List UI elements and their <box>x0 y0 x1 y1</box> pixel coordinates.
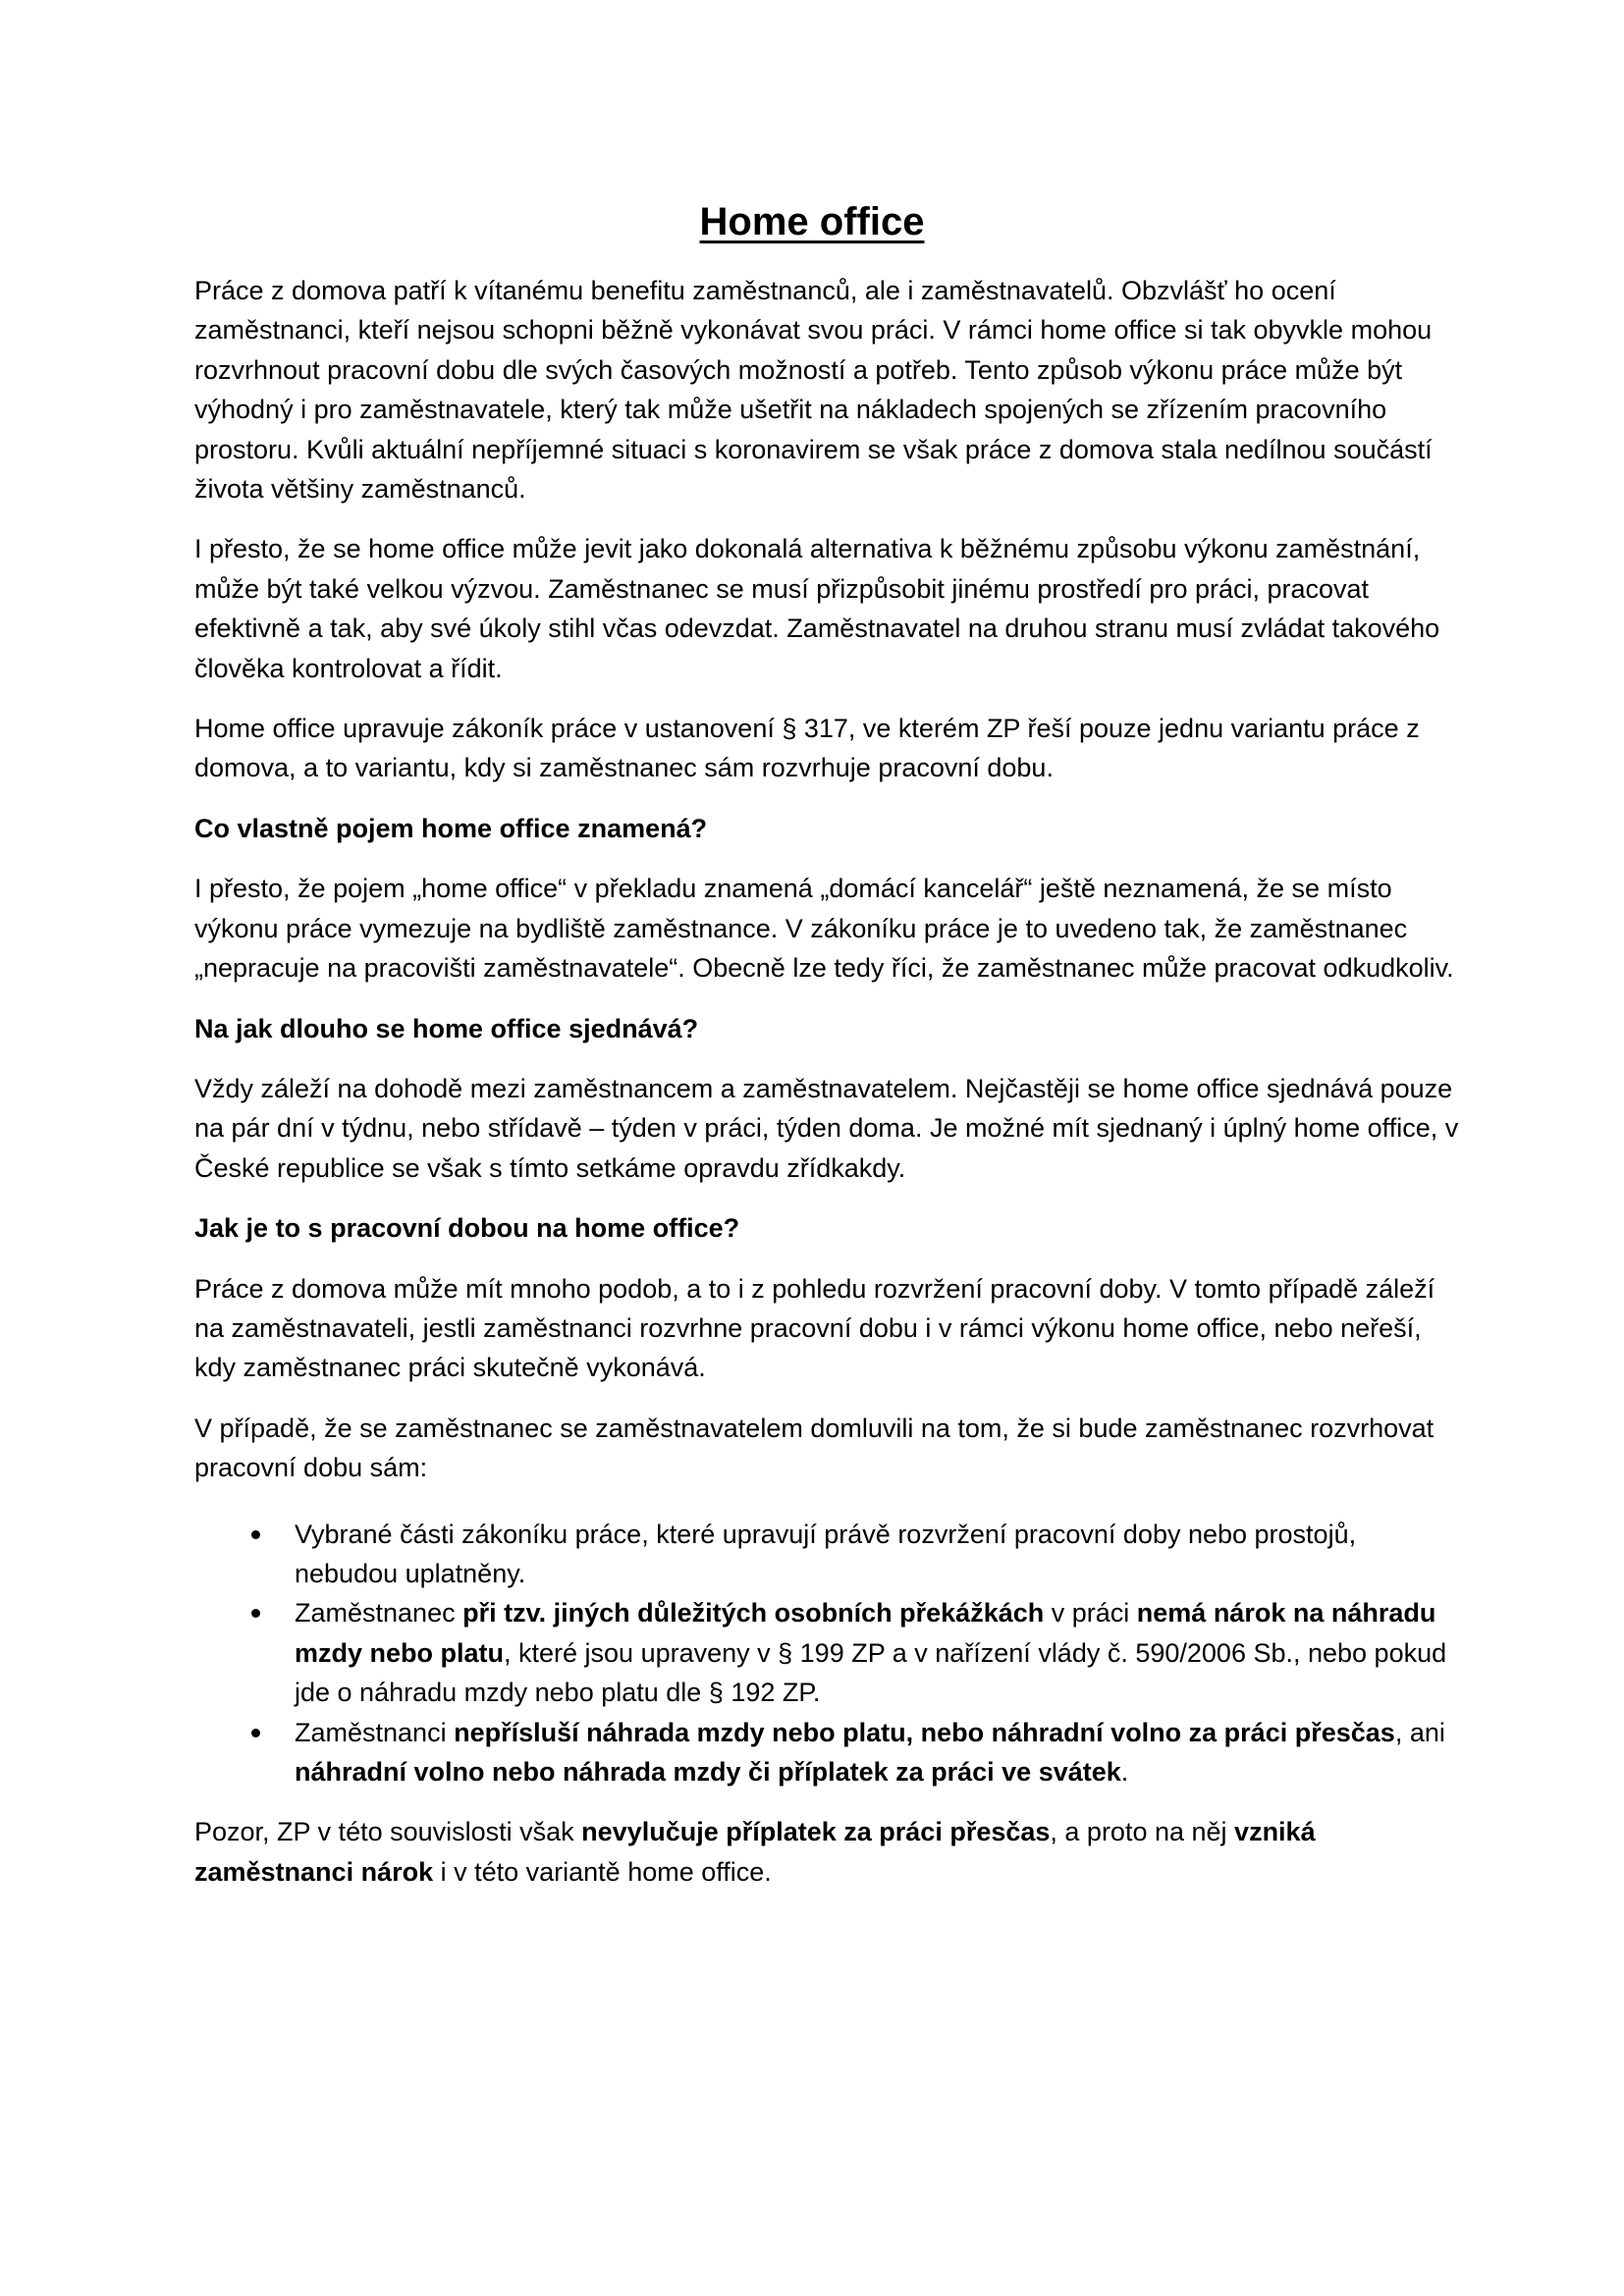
bullet-dot-icon <box>251 1609 260 1618</box>
bullet-1-text: Vybrané části zákoníku práce, které upravují právě rozvržení pracovní doby nebo prostojů, nebudou uplatněny. <box>295 1519 1357 1588</box>
bullet-3-text-a: Zaměstnanci <box>295 1717 455 1747</box>
section-heading-working-time: Jak je to s pracovní dobou na home office? <box>194 1213 740 1244</box>
closing-paragraph <box>194 1812 1461 1892</box>
bullet-2-bold-2: nemá nárok na náhradu mzdy nebo platu <box>295 1598 1436 1668</box>
bullet-dot-icon <box>251 1530 260 1539</box>
closing-text-a: Pozor, ZP v této souvislosti však <box>194 1817 582 1847</box>
closing-text-d: i v této variantě home office. <box>433 1856 772 1887</box>
document-title: Home office <box>699 200 925 243</box>
bullet-2-text-a: Zaměstnanec <box>295 1598 463 1629</box>
bullet-list <box>194 1515 1461 1792</box>
intro-paragraph-3: Home office upravuje zákoník práce v ustanovení § 317, ve kterém ZP řeší pouze jednu variantu práce z domova, a to variantu, kdy si zaměstnanec sám rozvrhuje pracovní dobu. <box>194 714 1420 783</box>
section-text-duration: Vždy záleží na dohodě mezi zaměstnancem a zaměstnavatelem. Nejčastěji se home office sjednává pouze na pár dní v týdnu, nebo střídavě – týden v práci, týden doma. Je možné mít sjednaný i úplný home office, v České republice se však s tímto setkáme opravdu zřídkakdy. <box>194 1073 1459 1183</box>
section-heading-meaning: Co vlastně pojem home office znamená? <box>194 813 708 843</box>
bullet-item-1 <box>194 1515 1461 1594</box>
section-text-working-time: Práce z domova může mít mnoho podob, a to i z pohledu rozvržení pracovní doby. V tomto případě záleží na zaměstnavateli, jestli zaměstnanci rozvrhne pracovní dobu i v rámci výkonu home office, nebo neřeší, kdy zaměstnanec práci skutečně vykonává. <box>194 1273 1435 1383</box>
section-heading-duration: Na jak dlouho se home office sjednává? <box>194 1013 699 1043</box>
bullet-2-bold-1: při tzv. jiných důležitých osobních překážkách <box>462 1598 1045 1629</box>
list-intro-paragraph: V případě, že se zaměstnanec se zaměstnavatelem domluvili na tom, že si bude zaměstnanec rozvrhovat pracovní dobu sám: <box>194 1413 1435 1483</box>
bullet-3-text-d: . <box>1120 1757 1129 1787</box>
bullet-item-2 <box>194 1593 1461 1712</box>
section-text-meaning: I přesto, že pojem „home office“ v překladu znamená „domácí kancelář“ ještě neznamená, že se místo výkonu práce vymezuje na bydliště zaměstnance. V zákoníku práce je to uvedeno tak, že zaměstnanec „nepracuje na pracovišti zaměstnavatele“. Obecně lze tedy říci, že zaměstnanec může pracovat odkudkoliv. <box>194 874 1454 984</box>
bullet-3-text-c: , ani <box>1394 1717 1445 1747</box>
bullet-2-text-d: , které jsou upraveny v § 199 ZP a v nařízení vlády č. 590/2006 Sb., nebo pokud jde o náhradu mzdy nebo platu dle § 192 ZP. <box>295 1637 1447 1708</box>
closing-bold-1: nevylučuje příplatek za práci přesčas <box>581 1817 1051 1847</box>
bullet-dot-icon <box>251 1729 260 1737</box>
document-body <box>194 271 1461 1912</box>
bullet-2-text-c: v práci <box>1044 1598 1137 1629</box>
closing-text-c: , a proto na něj <box>1050 1817 1235 1847</box>
bullet-item-3 <box>194 1713 1461 1792</box>
bullet-3-bold-2: náhradní volno nebo náhrada mzdy či příplatek za práci ve svátek <box>295 1757 1121 1787</box>
closing-bold-2: vzniká zaměstnanci nárok <box>194 1817 1316 1887</box>
intro-paragraph-2: I přesto, že se home office může jevit jako dokonalá alternativa k běžnému způsobu výkonu zaměstnání, může být také velkou výzvou. Zaměstnanec se musí přizpůsobit jinému prostředí pro práci, pracovat efektivně a tak, aby své úkoly stihl včas odevzdat. Zaměstnavatel na druhou stranu musí zvládat takového člověka kontrolovat a řídit. <box>194 534 1440 683</box>
intro-paragraph-1: Práce z domova patří k vítanému benefitu zaměstnanců, ale i zaměstnavatelů. Obzvlášť ho ocení zaměstnanci, kteří nejsou schopni běžně vykonávat svou práci. V rámci home office si tak obyvkle mohou rozvrhnout pracovní dobu dle svých časových možností a potřeb. Tento způsob výkonu práce může být výhodný i pro zaměstnavatele, který tak může ušetřit na nákladech spojených se zřízením pracovního prostoru. Kvůli aktuální nepříjemné situaci s koronavirem se však práce z domova stala nedílnou součástí života většiny zaměstnanců. <box>194 276 1433 505</box>
bullet-3-bold-1: nepřísluší náhrada mzdy nebo platu, nebo náhradní volno za práci přesčas <box>454 1717 1395 1747</box>
